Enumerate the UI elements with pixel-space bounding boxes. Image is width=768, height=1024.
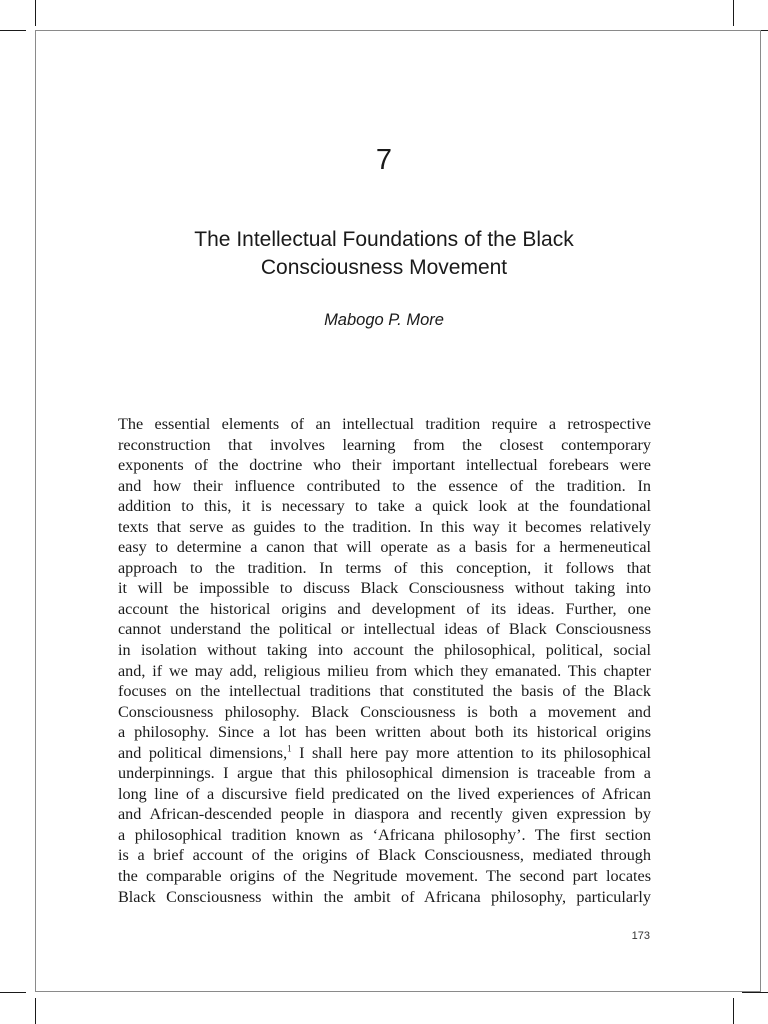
author-name: Mabogo P. More	[324, 311, 444, 329]
crop-mark-right-bottom	[742, 992, 768, 993]
chapter-number: 7	[375, 144, 393, 176]
body-line: focuses on the intellectual traditions that constituted the basis of the Black	[118, 682, 651, 701]
body-line-end: I shall here pay more attention to its philosophical	[291, 743, 651, 762]
body-line: the comparable origins of the Negritude movement. The second part locates	[118, 867, 651, 886]
body-line: cannot understand the political or intellectual ideas of Black Consciousness	[118, 620, 651, 639]
page-number: 173	[631, 930, 650, 942]
crop-mark-bottom-left	[35, 998, 36, 1024]
body-line: approach to the tradition. In terms of this conception, it follows that	[118, 558, 651, 577]
body-line: and African-descended people in diaspora and recently given expression by	[118, 805, 651, 824]
chapter-title-line-2: Consciousness Movement	[260, 256, 508, 279]
body-line: exponents of the doctrine who their important intellectual forebears were	[118, 456, 651, 475]
crop-mark-left-bottom	[0, 992, 26, 993]
crop-mark-left-top	[0, 30, 26, 31]
body-line: in isolation without taking into account the philosophical, political, social	[118, 641, 651, 660]
body-line: Consciousness philosophy. Black Consciousness is both a movement and	[118, 702, 651, 721]
body-line: texts that serve as guides to the tradition. In this way it becomes relatively	[118, 517, 651, 536]
body-line: and, if we may add, religious milieu from which they emanated. This chapter	[118, 661, 651, 680]
body-paragraph	[118, 414, 651, 907]
body-line-with-footnote	[118, 743, 651, 764]
body-line-start: and political dimensions,	[118, 743, 288, 762]
body-line: Black Consciousness within the ambit of Africana philosophy, particularly	[118, 887, 651, 906]
body-line: a philosophical tradition known as ‘Africana philosophy’. The first section	[118, 825, 651, 844]
chapter-title-line-1: The Intellectual Foundations of the Black	[194, 228, 574, 251]
body-line: long line of a discursive field predicated on the lived experiences of African	[118, 784, 651, 803]
body-line: it will be impossible to discuss Black Consciousness without taking into	[118, 579, 651, 598]
crop-mark-top-right	[733, 0, 734, 26]
footnote-marker[interactable]: 1	[287, 743, 292, 754]
body-line: and how their influence contributed to the essence of the tradition. In	[118, 476, 651, 495]
crop-mark-top-left	[35, 0, 36, 26]
body-line: addition to this, it is necessary to take a quick look at the foundational	[118, 497, 651, 516]
body-line: is a brief account of the origins of Black Consciousness, mediated through	[118, 846, 651, 865]
body-line: easy to determine a canon that will operate as a basis for a hermeneutical	[118, 538, 651, 557]
body-line: reconstruction that involves learning from the closest contemporary	[118, 435, 651, 454]
body-line: account the historical origins and development of its ideas. Further, one	[118, 599, 651, 618]
body-line: underpinnings. I argue that this philosophical dimension is traceable from a	[118, 764, 651, 783]
crop-mark-bottom-right	[733, 998, 734, 1024]
chapter-title	[100, 226, 668, 282]
body-line: The essential elements of an intellectual tradition require a retrospective	[118, 415, 651, 433]
body-line: a philosophy. Since a lot has been written about both its historical origins	[118, 723, 651, 742]
